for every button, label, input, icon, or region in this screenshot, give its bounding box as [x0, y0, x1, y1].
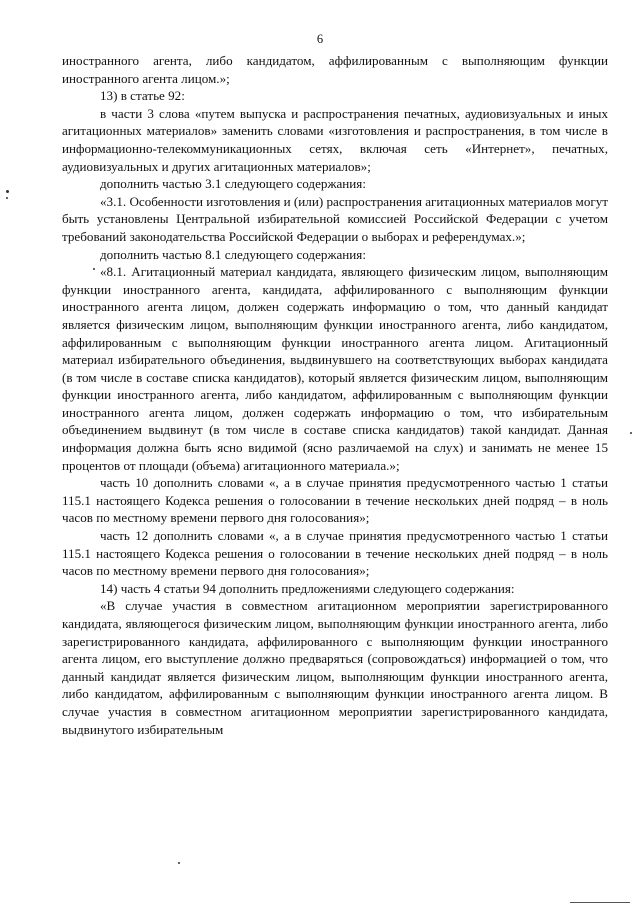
page-number: 6 — [316, 32, 324, 46]
document-body — [62, 52, 608, 738]
scan-speck — [630, 432, 632, 434]
scan-speck — [178, 862, 180, 864]
scan-mark — [570, 902, 630, 903]
scan-speck — [6, 190, 9, 193]
paragraph: «3.1. Особенности изготовления и (или) распространения агитационных материалов могут быть установлены Центральной избирательной комиссией Российской Федерации с учетом требований законодательства Российской Федерации о выборах и референдумах.»; — [62, 193, 609, 244]
paragraph: в части 3 слова «путем выпуска и распространения печатных, аудиовизуальных и иных агитационных материалов» заменить словами «изготовления и распространения, в том числе в информационно-телекоммуникационных сетях, включая сеть «Интернет», печатных, аудиовизуальных и других агитационных материалов»; — [62, 105, 608, 174]
paragraph: 14) часть 4 статьи 94 дополнить предложениями следующего содержания: — [100, 580, 515, 596]
paragraph: иностранного агента, либо кандидатом, аффилированным с выполняющим функции иностранного агента лицом.»; — [62, 53, 608, 86]
paragraph: дополнить частью 3.1 следующего содержания: — [100, 176, 366, 192]
paragraph: часть 12 дополнить словами «, а в случае принятия предусмотренного частью 1 статьи 115.1 настоящего Кодекса решения о голосовании в течение нескольких дней подряд – в ноль часов по местному времени первого дня голосования»; — [62, 528, 608, 579]
scan-speck — [6, 197, 8, 199]
paragraph: «8.1. Агитационный материал кандидата, являющего физическим лицом, выполняющим функции иностранного агента, кандидата, аффилированного с выполняющим функции иностранного агента лицом, должен содержать информацию о том, что данный кандидат является физическим лицом, выполняющим функции иностранного агента, либо кандидатом, аффилированным с выполняющим функции иностранного агента лицом. Агитационный материал избирательного объединения, выдвинувшего на соответствующих выборах кандидата (в том числе в составе списка кандидатов), который является физическим лицом, выполняющим функции иностранного агента, либо кандидатом, аффилированным с выполняющим функции иностранного агента лицом, должен содержать информацию о том, что избирательным объединением выдвинут (в том числе в составе списка кандидатов) такой кандидат. Данная информация должна быть ясно видимой (ясно различаемой на слух) и занимать не менее 15 процентов от площади (объема) агитационного материала.»; — [62, 264, 608, 473]
paragraph: 13) в статье 92: — [100, 88, 185, 104]
paragraph: дополнить частью 8.1 следующего содержания: — [100, 246, 366, 262]
paragraph: «В случае участия в совместном агитационном мероприятии зарегистрированного кандидата, являющегося физическим лицом, выполняющим функции иностранного агента, либо зарегистрированного кандидата, аффилированного с выполняющим функции иностранного агента лицом, его выступление должно предваряться (сопровождаться) информацией о том, что данный кандидат является физическим лицом, выполняющим функции иностранного агента, либо кандидатом, аффилированным с выполняющим функции иностранного агента лицом. В случае участия в совместном агитационном мероприятии зарегистрированного кандидата, выдвинутого избирательным — [62, 598, 608, 737]
paragraph: часть 10 дополнить словами «, а в случае принятия предусмотренного частью 1 статьи 115.1 настоящего Кодекса решения о голосовании в течение нескольких дней подряд – в ноль часов по местному времени первого дня голосования»; — [62, 475, 608, 526]
scan-speck — [93, 268, 95, 270]
